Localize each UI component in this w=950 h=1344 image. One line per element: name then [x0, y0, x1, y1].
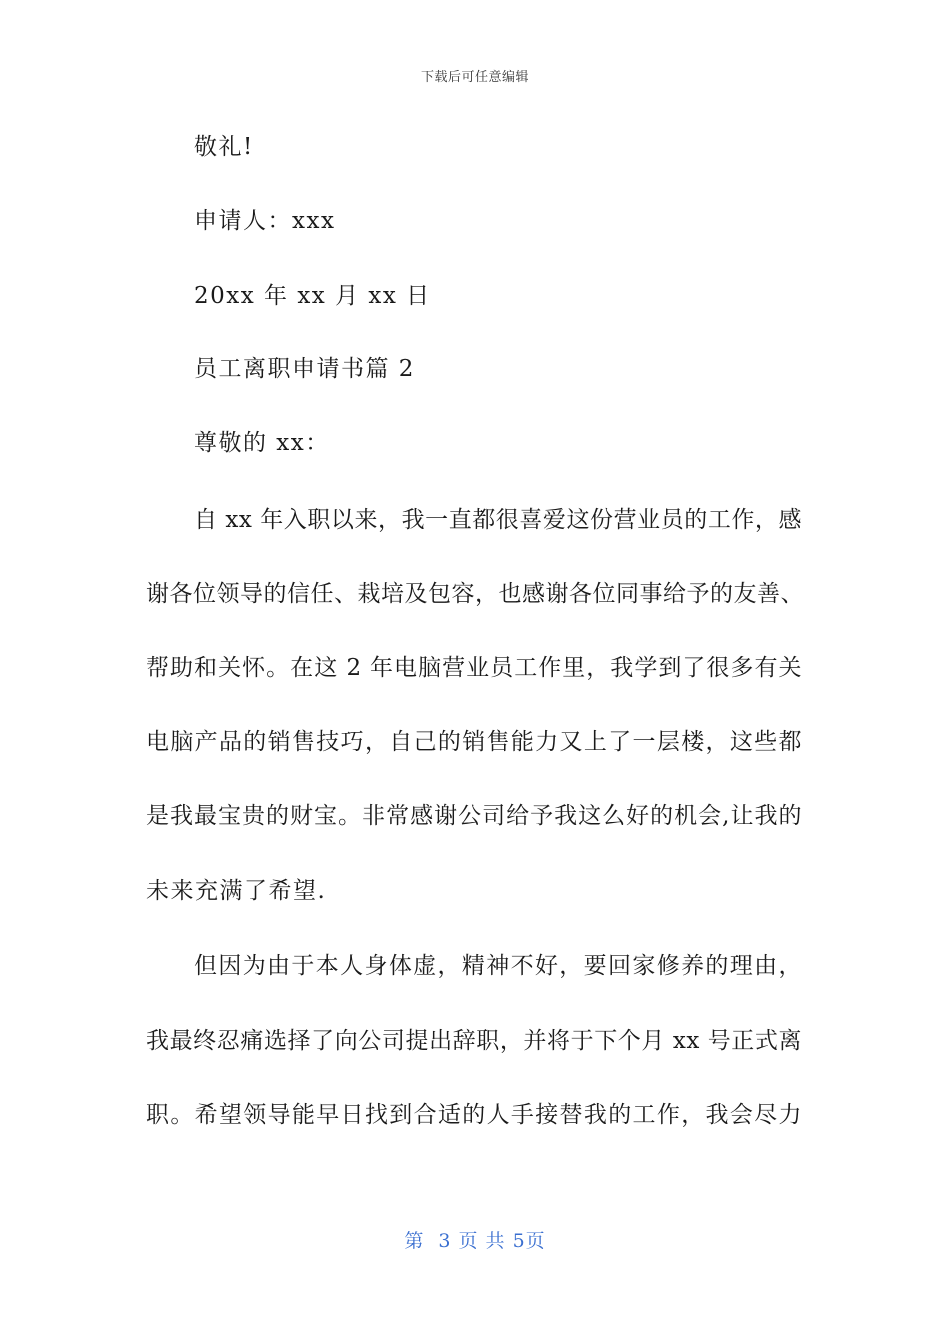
paragraph-line: 未来充满了希望.	[146, 878, 327, 904]
applicant-line: 申请人：xxx	[194, 208, 336, 234]
page-header-note: 下载后可任意编辑	[420, 70, 529, 85]
paragraph-line: 但因为由于本人身体虚，精神不好，要回家修养的理由，	[194, 953, 802, 979]
paragraph-line: 谢各位领导的信任、栽培及包容，也感谢各位同事给予的友善、	[146, 581, 804, 607]
section-title: 员工离职申请书篇 2	[194, 356, 415, 382]
date-line: 20xx 年 xx 月 xx 日	[194, 283, 431, 309]
paragraph-line: 是我最宝贵的财宝。非常感谢公司给予我这么好的机会,让我的	[146, 803, 802, 829]
greeting: 尊敬的 xx：	[194, 430, 330, 456]
paragraph-line: 电脑产品的销售技巧，自己的销售能力又上了一层楼，这些都	[146, 729, 802, 755]
closing-salute: 敬礼!	[194, 134, 254, 160]
paragraph-line: 帮助和关怀。在这 2 年电脑营业员工作里，我学到了很多有关	[146, 655, 802, 681]
paragraph-line: 职。希望领导能早日找到合适的人手接替我的工作，我会尽力	[146, 1102, 802, 1128]
page-number-footer: 第 3 页 共 5页	[404, 1230, 546, 1252]
paragraph-line: 我最终忍痛选择了向公司提出辞职，并将于下个月 xx 号正式离	[146, 1028, 802, 1054]
paragraph-line: 自 xx 年入职以来，我一直都很喜爱这份营业员的工作，感	[194, 507, 802, 533]
